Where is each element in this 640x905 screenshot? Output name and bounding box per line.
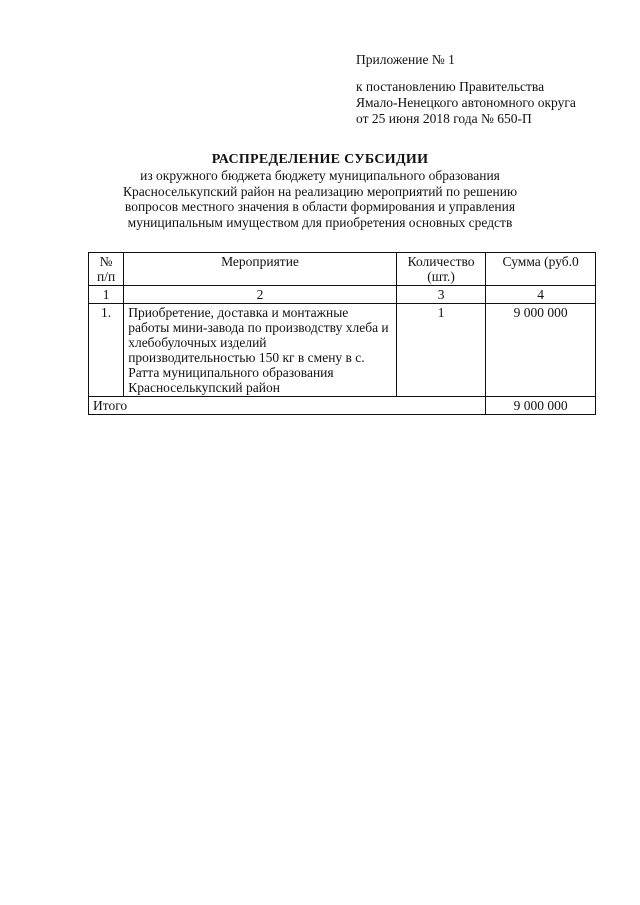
- index-cell-4: 4: [486, 286, 596, 304]
- appendix-block: [356, 52, 576, 127]
- document-subtitle: [90, 168, 550, 230]
- index-cell-2: 2: [124, 286, 397, 304]
- index-cell-1: 1: [89, 286, 124, 304]
- document-title: РАСПРЕДЕЛЕНИЕ СУБСИДИИ: [211, 152, 429, 167]
- subtitle-line-4: муниципальным имуществом для приобретения основных средств: [127, 214, 513, 230]
- appendix-ref-line-1: к постановлению Правительства: [356, 79, 545, 94]
- row-sum: 9 000 000: [486, 304, 596, 397]
- appendix-ref-line-2: Ямало-Ненецкого автономного округа: [356, 95, 576, 110]
- subtitle-line-1: из окружного бюджета бюджету муниципального образования: [140, 168, 500, 183]
- header-sum: Сумма (руб.0: [486, 253, 596, 286]
- table-total-row: [89, 397, 596, 415]
- appendix-title: Приложение № 1: [356, 52, 455, 67]
- total-sum: 9 000 000: [486, 397, 596, 415]
- header-qty: Количество (шт.): [396, 253, 486, 286]
- subtitle-line-3: вопросов местного значения в области формирования и управления: [124, 199, 516, 214]
- subsidy-table: [88, 252, 596, 415]
- header-no: № п/п: [89, 253, 124, 286]
- total-label: Итого: [89, 397, 486, 415]
- header-event: Мероприятие: [124, 253, 397, 286]
- table-index-row: [89, 286, 596, 304]
- row-event: Приобретение, доставка и монтажные работы мини-завода по производству хлеба и хлебобулочных изделий производительностью 150 кг в смену в с. Ратта муниципального образования Красноселькупский район: [124, 304, 397, 397]
- table-header-row: [89, 253, 596, 286]
- row-no: 1.: [89, 304, 124, 397]
- subtitle-line-2: Красноселькупский район на реализацию мероприятий по решению: [122, 183, 518, 199]
- table-row: [89, 304, 596, 397]
- row-qty: 1: [396, 304, 486, 397]
- index-cell-3: 3: [396, 286, 486, 304]
- appendix-ref-line-3: от 25 июня 2018 года № 650-П: [356, 111, 532, 126]
